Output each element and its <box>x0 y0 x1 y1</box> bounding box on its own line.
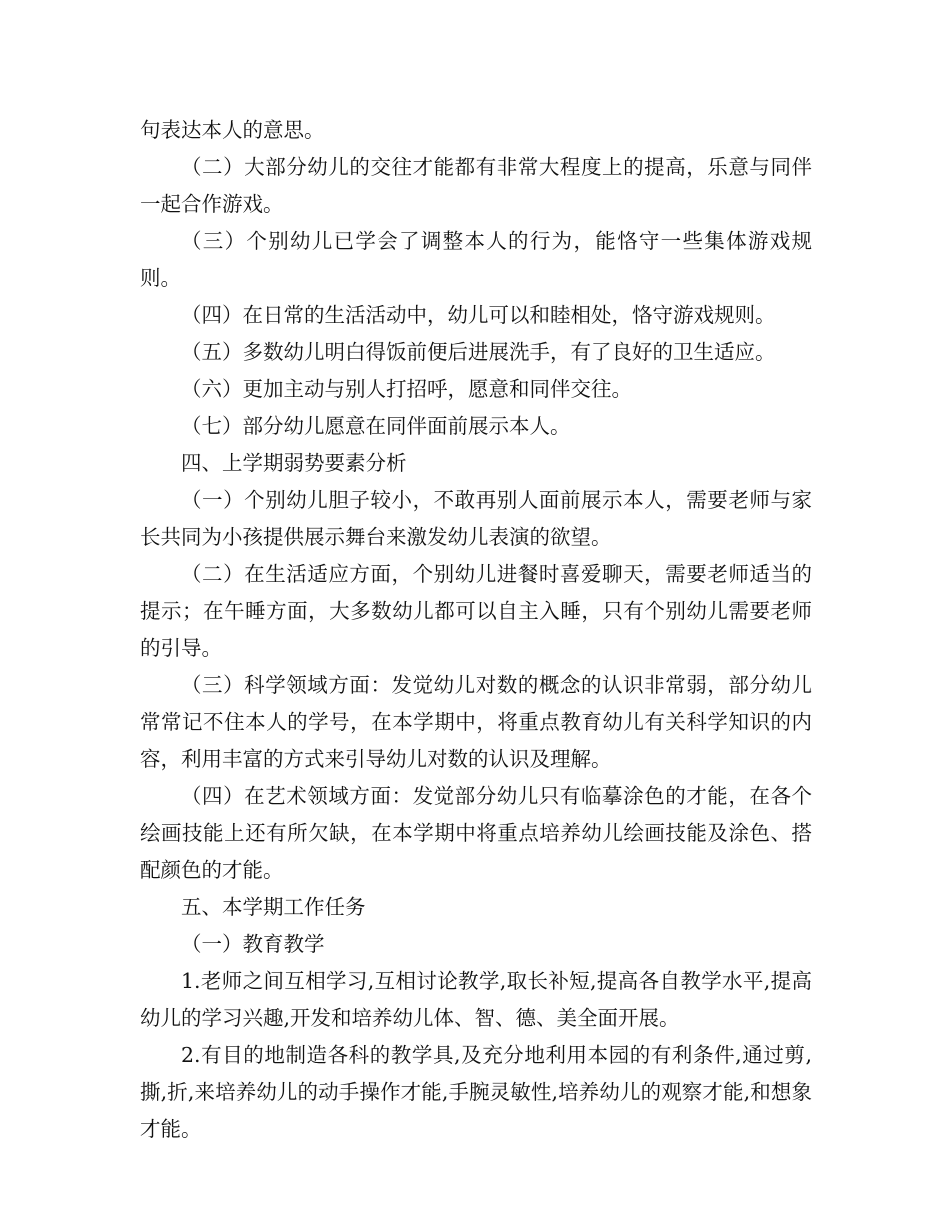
document-body <box>140 112 812 1148</box>
paragraph-strength-6: （六）更加主动与别人打招呼，愿意和同伴交往。 <box>181 377 632 401</box>
paragraph-weakness-2: （二）在生活适应方面，个别幼儿进餐时喜爱聊天，需要老师适当的提示；在午睡方面，大多数幼儿都可以自主入睡，只有个别幼儿需要老师的引导。 <box>140 562 812 660</box>
paragraph-strength-5: （五）多数幼儿明白得饭前便后进展洗手，有了良好的卫生适应。 <box>181 340 776 364</box>
paragraph-continuation: 句表达本人的意思。 <box>140 118 325 142</box>
paragraph-strength-7: （七）部分幼儿愿意在同伴面前展示本人。 <box>181 414 571 438</box>
paragraph-weakness-4: （四）在艺术领域方面：发觉部分幼儿只有临摹涂色的才能，在各个绘画技能上还有所欠缺，在本学期中将重点培养幼儿绘画技能及涂色、搭配颜色的才能。 <box>140 784 812 882</box>
section-heading-tasks: 五、本学期工作任务 <box>181 895 366 919</box>
paragraph-weakness-3: （三）科学领域方面：发觉幼儿对数的概念的认识非常弱，部分幼儿常常记不住本人的学号，在本学期中，将重点教育幼儿有关科学知识的内容，利用丰富的方式来引导幼儿对数的认识及理解。 <box>140 673 812 771</box>
paragraph-task-1: 1.老师之间互相学习,互相讨论教学,取长补短,提高各自教学水平,提高幼儿的学习兴趣,开发和培养幼儿体、智、德、美全面开展。 <box>140 969 812 1030</box>
paragraph-strength-3: （三）个别幼儿已学会了调整本人的行为，能恪守一些集体游戏规则。 <box>140 229 812 290</box>
paragraph-strength-2: （二）大部分幼儿的交往才能都有非常大程度上的提高，乐意与同伴一起合作游戏。 <box>140 155 812 216</box>
subsection-heading-teaching: （一）教育教学 <box>181 932 325 956</box>
section-heading-weakness: 四、上学期弱势要素分析 <box>181 451 407 475</box>
paragraph-weakness-1: （一）个别幼儿胆子较小，不敢再别人面前展示本人，需要老师与家长共同为小孩提供展示舞台来激发幼儿表演的欲望。 <box>140 488 812 549</box>
paragraph-strength-4: （四）在日常的生活活动中，幼儿可以和睦相处，恪守游戏规则。 <box>181 303 776 327</box>
paragraph-task-2: 2.有目的地制造各科的教学具,及充分地利用本园的有利条件,通过剪,撕,折,来培养幼儿的动手操作才能,手腕灵敏性,培养幼儿的观察才能,和想象才能。 <box>140 1043 812 1141</box>
